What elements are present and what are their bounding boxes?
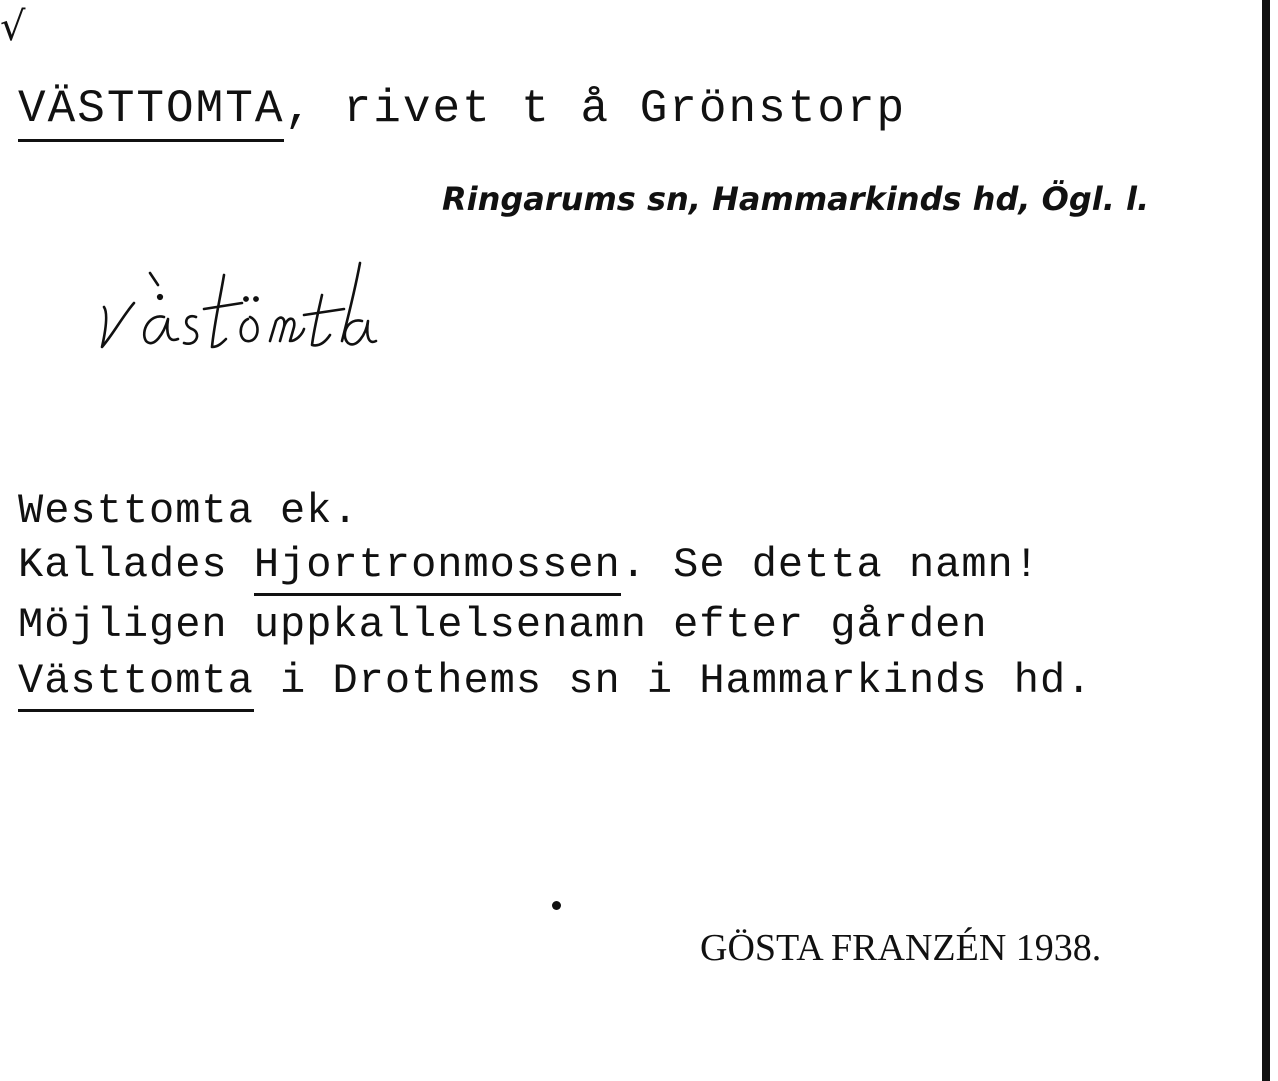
heading-place-name: VÄSTTOMTA <box>18 83 284 142</box>
heading-remainder: , rivet t å Grönstorp <box>284 83 907 135</box>
card-edge-border <box>1262 0 1270 1081</box>
check-mark: √ <box>0 4 26 50</box>
line4-suffix: i Drothems sn i Hammarkinds hd. <box>253 657 1093 705</box>
underlined-farm-name: Västtomta <box>18 657 254 712</box>
body-line-1: Westtomta ek. <box>18 487 359 535</box>
body-line-2 <box>18 541 1040 589</box>
card-heading <box>18 83 907 135</box>
ink-dot <box>552 901 561 910</box>
underlined-reference-name: Hjortronmossen <box>254 541 621 596</box>
handwritten-name <box>92 255 392 365</box>
body-line-3: Möjligen uppkallelsenamn efter gården <box>18 601 988 649</box>
body-line-4 <box>18 657 1093 705</box>
line2-suffix: . Se detta namn! <box>620 541 1040 589</box>
parish-line: Ringarums sn, Hammarkinds hd, Ögl. l. <box>442 180 1150 218</box>
line2-prefix: Kallades <box>18 541 254 589</box>
signature: GÖSTA FRANZÉN 1938. <box>700 927 1102 969</box>
